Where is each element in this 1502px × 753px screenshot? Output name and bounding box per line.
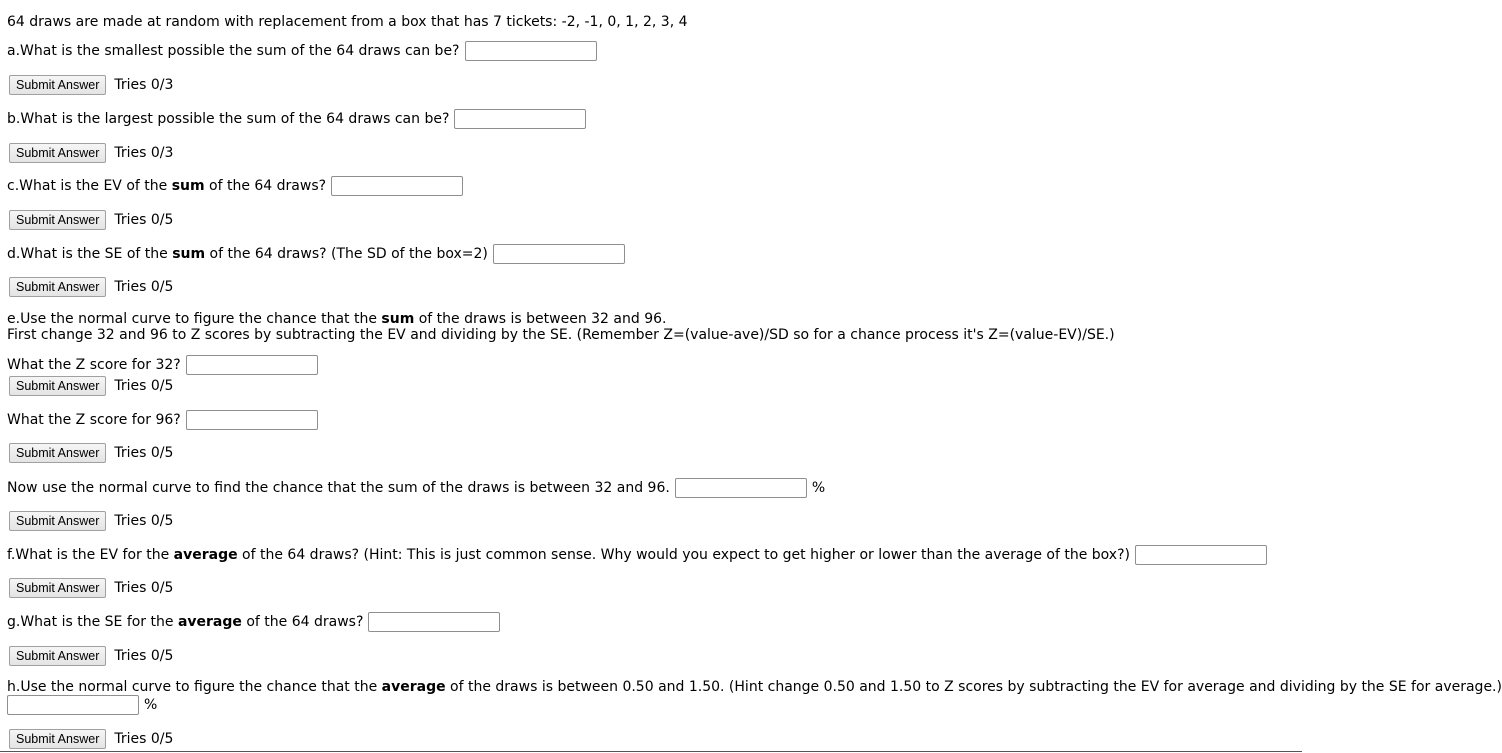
tries-h: Tries 0/5: [114, 731, 174, 747]
percent-sign: %: [811, 479, 826, 496]
z32-text: What the Z score for 32?: [7, 356, 181, 373]
submit-g-button[interactable]: Submit Answer: [9, 646, 106, 666]
submit-b-button[interactable]: Submit Answer: [9, 143, 106, 163]
question-c-text: c.What is the EV of the sum of the 64 draws?: [7, 177, 327, 194]
tries-z96: Tries 0/5: [114, 445, 174, 461]
answer-chance-input[interactable]: [675, 478, 807, 498]
submit-chance-button[interactable]: Submit Answer: [9, 511, 106, 531]
question-h-answer: [2, 695, 157, 715]
question-b-text: b.What is the largest possible the sum of the 64 draws can be?: [7, 110, 450, 127]
answer-b-input[interactable]: [454, 109, 586, 129]
tries-c: Tries 0/5: [114, 212, 174, 228]
answer-z32-input[interactable]: [186, 355, 318, 375]
submit-z96-button[interactable]: Submit Answer: [9, 443, 106, 463]
answer-c-input[interactable]: [331, 176, 463, 196]
question-g-controls: [9, 646, 173, 666]
chance-controls: [9, 511, 173, 531]
question-a-controls: [9, 75, 173, 95]
answer-g-input[interactable]: [368, 612, 500, 632]
answer-d-input[interactable]: [493, 244, 625, 264]
answer-z96-input[interactable]: [186, 410, 318, 430]
submit-h-button[interactable]: Submit Answer: [9, 729, 106, 749]
question-c: [7, 176, 463, 196]
bottom-divider: [0, 751, 1302, 752]
tries-f: Tries 0/5: [114, 580, 174, 596]
tries-b: Tries 0/3: [114, 145, 174, 161]
percent-sign-h: %: [144, 696, 158, 713]
question-e-z96: [7, 410, 318, 430]
answer-h-input[interactable]: [7, 695, 139, 715]
question-a-text: a.What is the smallest possible the sum of the 64 draws can be?: [7, 42, 460, 59]
question-g: [7, 612, 500, 632]
question-b-controls: [9, 143, 173, 163]
question-b: [7, 109, 586, 129]
chance-text: Now use the normal curve to find the chance that the sum of the draws is between 32 and 96.: [7, 479, 670, 496]
question-e-z32: [7, 355, 318, 375]
question-f: [7, 545, 1267, 565]
question-h-controls: [9, 729, 173, 749]
question-d-controls: [9, 277, 173, 297]
tries-a: Tries 0/3: [114, 77, 174, 93]
question-a: [7, 41, 597, 61]
question-h-text: h.Use the normal curve to figure the chance that the average of the draws is between 0.50 and 1.50. (Hint change 0.50 and 1.50 to Z scores by subtracting the EV for average and dividing by the SE for average.): [7, 679, 1502, 695]
submit-z32-button[interactable]: Submit Answer: [9, 376, 106, 396]
question-e-instructions: First change 32 and 96 to Z scores by subtracting the EV and dividing by the SE. (Remember Z=(value-ave)/SD so for a chance process it's Z=(value-EV)/SE.): [7, 327, 1115, 343]
submit-c-button[interactable]: Submit Answer: [9, 210, 106, 230]
answer-f-input[interactable]: [1135, 545, 1267, 565]
submit-d-button[interactable]: Submit Answer: [9, 277, 106, 297]
question-c-controls: [9, 210, 173, 230]
z96-text: What the Z score for 96?: [7, 411, 181, 428]
question-f-text: f.What is the EV for the average of the 64 draws? (Hint: This is just common sense. Why would you expect to get higher or lower than the average of the box?): [7, 546, 1130, 563]
tries-g: Tries 0/5: [114, 648, 174, 664]
tries-chance: Tries 0/5: [114, 513, 174, 529]
question-e-chance: [7, 478, 825, 498]
intro-text: 64 draws are made at random with replacement from a box that has 7 tickets: -2, -1, 0, 1, 2, 3, 4: [7, 14, 688, 30]
tries-z32: Tries 0/5: [114, 378, 174, 394]
tries-d: Tries 0/5: [114, 279, 174, 295]
question-e-text: e.Use the normal curve to figure the chance that the sum of the draws is between 32 and 96.: [7, 311, 667, 327]
answer-a-input[interactable]: [465, 41, 597, 61]
question-g-text: g.What is the SE for the average of the 64 draws?: [7, 613, 364, 630]
question-f-controls: [9, 578, 173, 598]
submit-f-button[interactable]: Submit Answer: [9, 578, 106, 598]
submit-a-button[interactable]: Submit Answer: [9, 75, 106, 95]
question-d-text: d.What is the SE of the sum of the 64 draws? (The SD of the box=2): [7, 245, 488, 262]
z96-controls: [9, 443, 173, 463]
question-d: [7, 244, 625, 264]
z32-controls: [9, 376, 173, 396]
